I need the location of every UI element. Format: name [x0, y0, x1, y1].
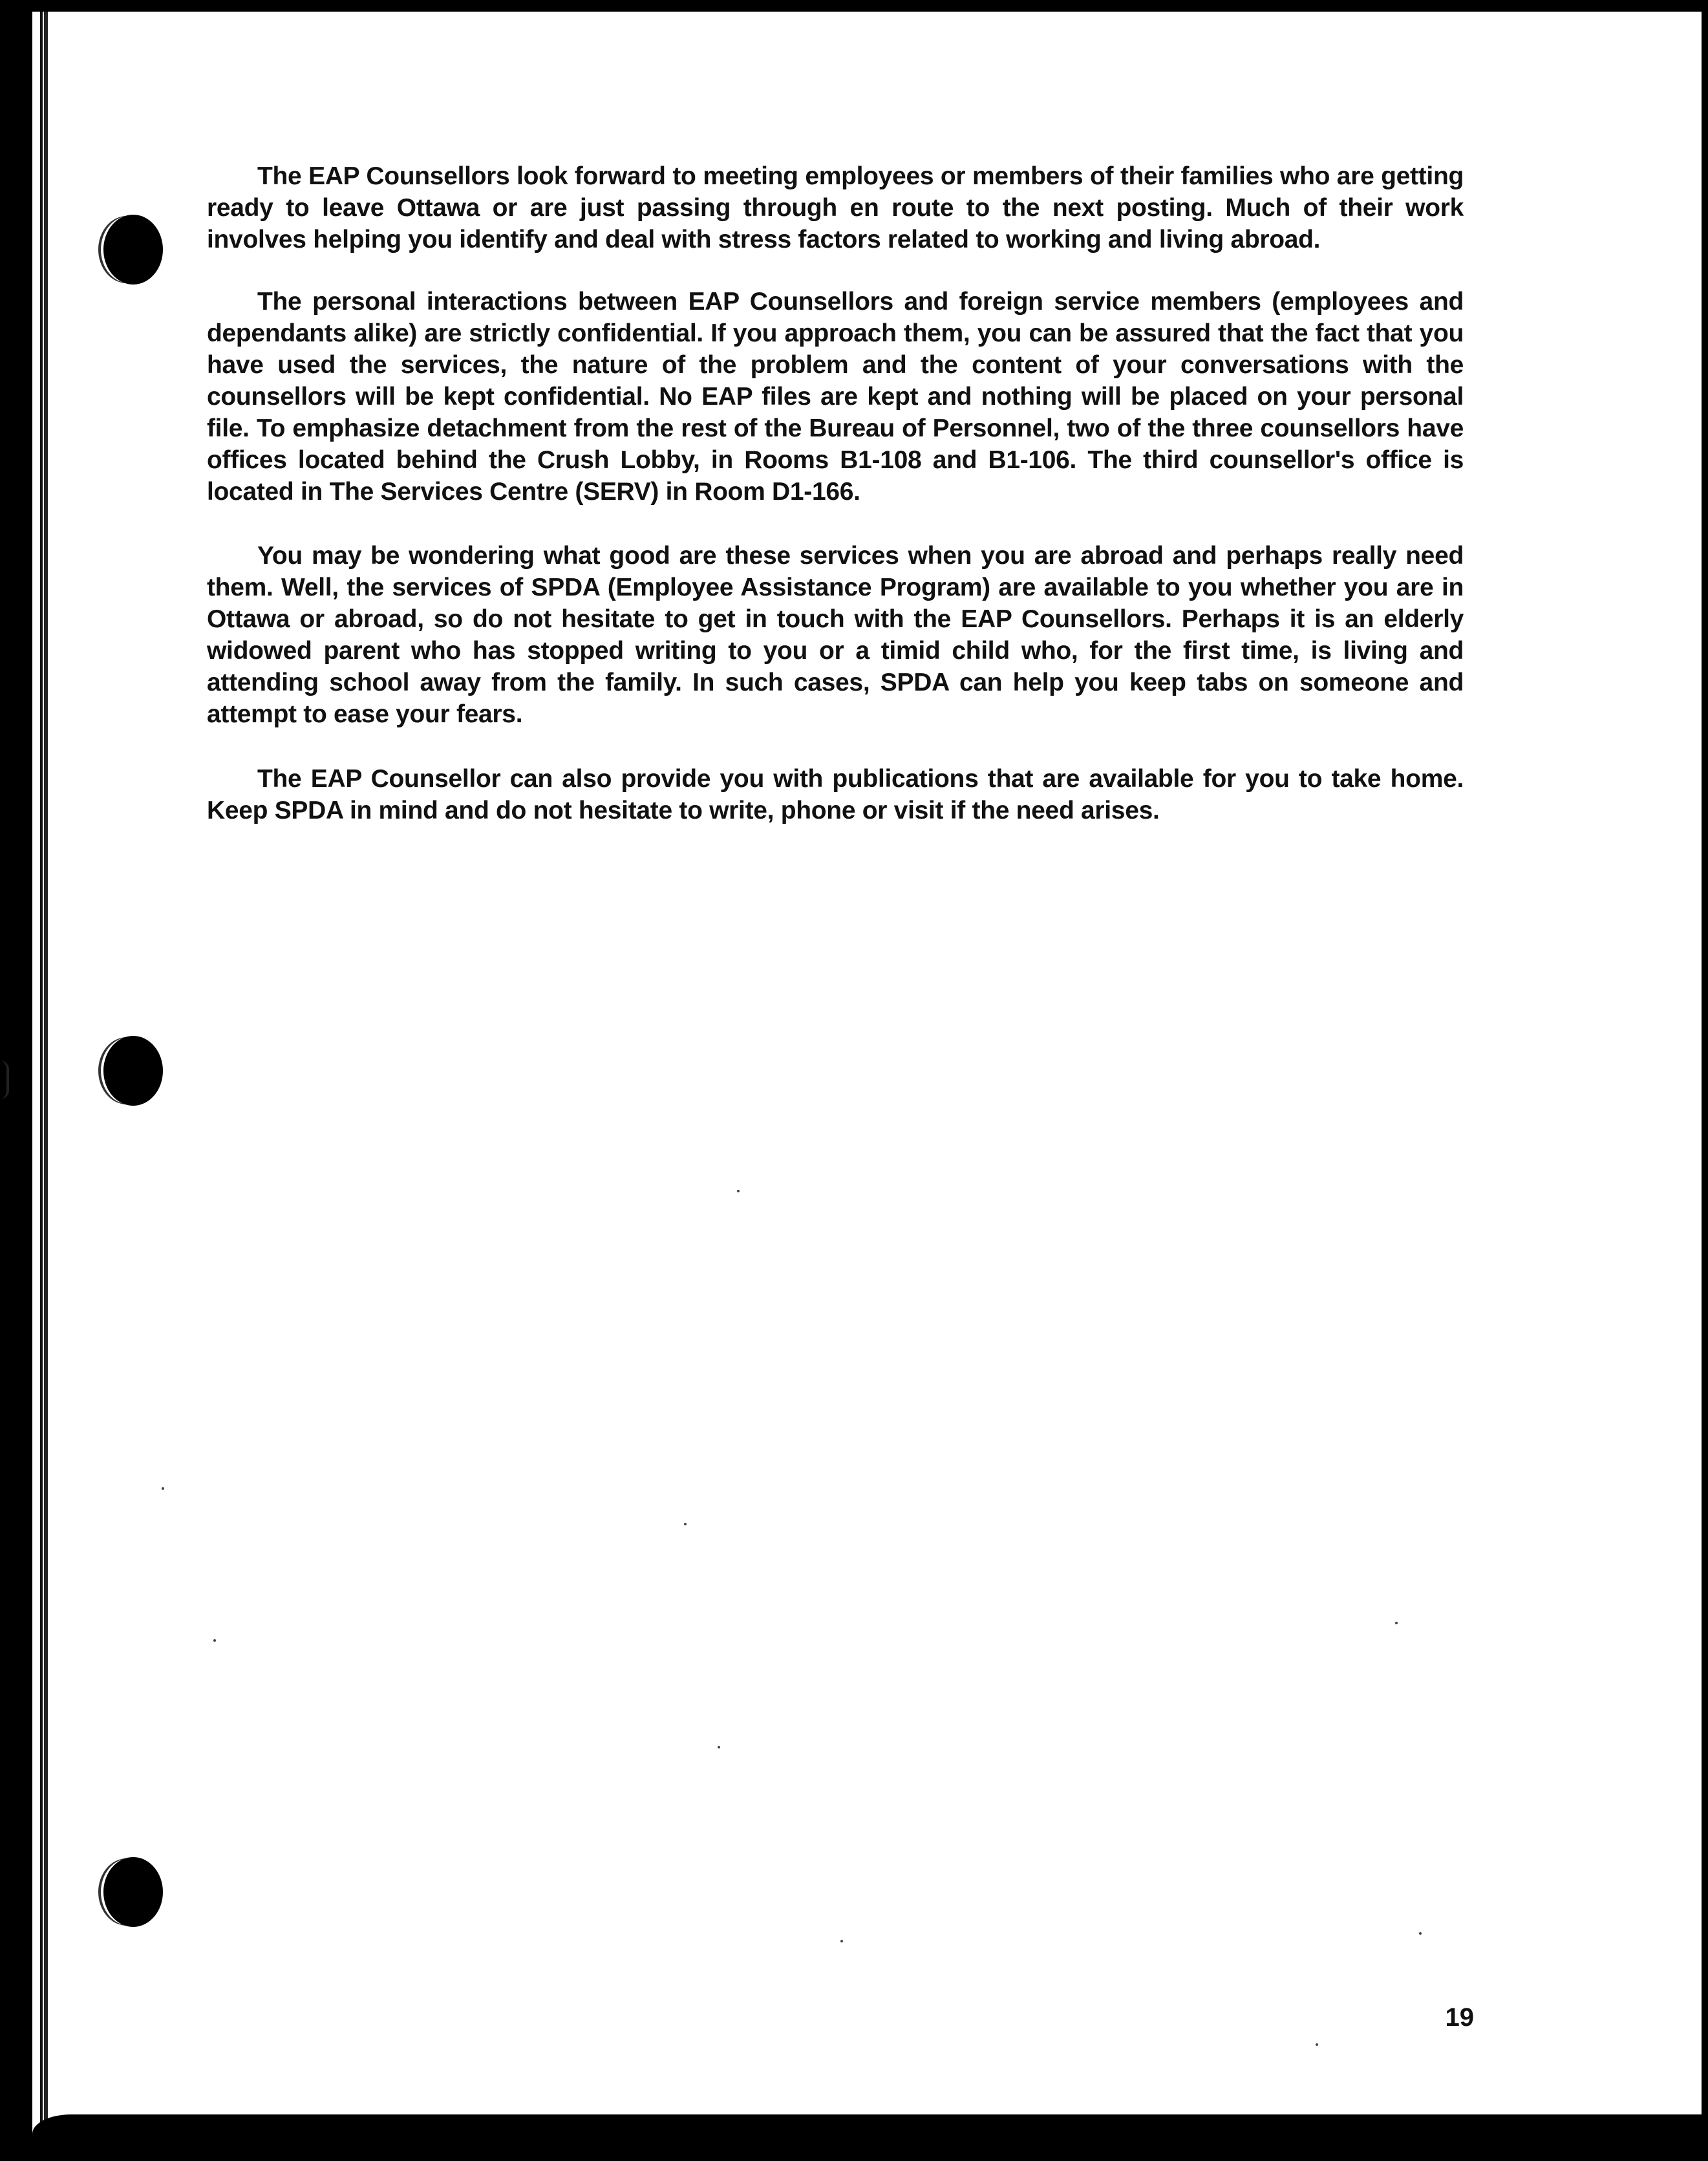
scan-speck [684, 1523, 687, 1525]
paragraph-3 [207, 540, 1464, 730]
binder-hole-bottom [103, 1857, 163, 1927]
scan-speck [162, 1487, 164, 1490]
binder-hole-middle [103, 1036, 163, 1106]
page-number: 19 [1445, 2003, 1474, 2032]
paragraph-4-text: The EAP Counsellor can also provide you with publications that are available for you to take home. Keep SPDA in mind and do not hesitate to write, phone or visit if the need arises. [207, 765, 1464, 824]
scan-edge-right [1702, 0, 1708, 2161]
scan-speck [1419, 1932, 1422, 1935]
scan-speck [737, 1190, 740, 1192]
scan-speck [840, 1940, 843, 1942]
paragraph-2 [207, 286, 1464, 508]
left-margin-mark [0, 1060, 9, 1099]
paragraph-2-text: The personal interactions between EAP Counsellors and foreign service members (employees and dependants alike) are strictly confidential. If you approach them, you can be assured that the fact that you have used the services, the nature of the problem and the content of your conversations with the counsellors will be kept confidential. No EAP files are kept and nothing will be placed on your personal file. To emphasize detachment from the rest of the Bureau of Personnel, two of the three counsellors have offices located behind the Crush Lobby, in Rooms B1-108 and B1-106. The third counsellor's office is located in The Services Centre (SERV) in Room D1-166. [207, 288, 1464, 506]
binder-hole-top [103, 215, 163, 285]
scan-speck [718, 1746, 720, 1748]
scan-edge-bottom [0, 2134, 1708, 2161]
page-edge-line [40, 12, 48, 2139]
paragraph-3-text: You may be wondering what good are these services when you are abroad and perhaps really need them. Well, the services of SPDA (Employee Assistance Program) are available to you whether you are in Ottawa or abroad, so do not hesitate to get in touch with the EAP Counsellors. Perhaps it is an elderly widowed parent who has stopped writing to you or a timid child who, for the first time, is living and attending school away from the family. In such cases, SPDA can help you keep tabs on someone and attempt to ease your fears. [207, 542, 1464, 728]
scan-speck [213, 1639, 216, 1642]
paragraph-4 [207, 763, 1464, 826]
paragraph-1 [207, 160, 1464, 255]
paragraph-1-text: The EAP Counsellors look forward to meeting employees or members of their families who are getting ready to leave Ottawa or are just passing through en route to the next posting. Much of their work involves helping you identify and deal with stress factors related to working and living abroad. [207, 162, 1464, 253]
scan-speck [1316, 2043, 1318, 2046]
scan-speck [1395, 1622, 1398, 1624]
scan-edge-top [0, 0, 1708, 12]
